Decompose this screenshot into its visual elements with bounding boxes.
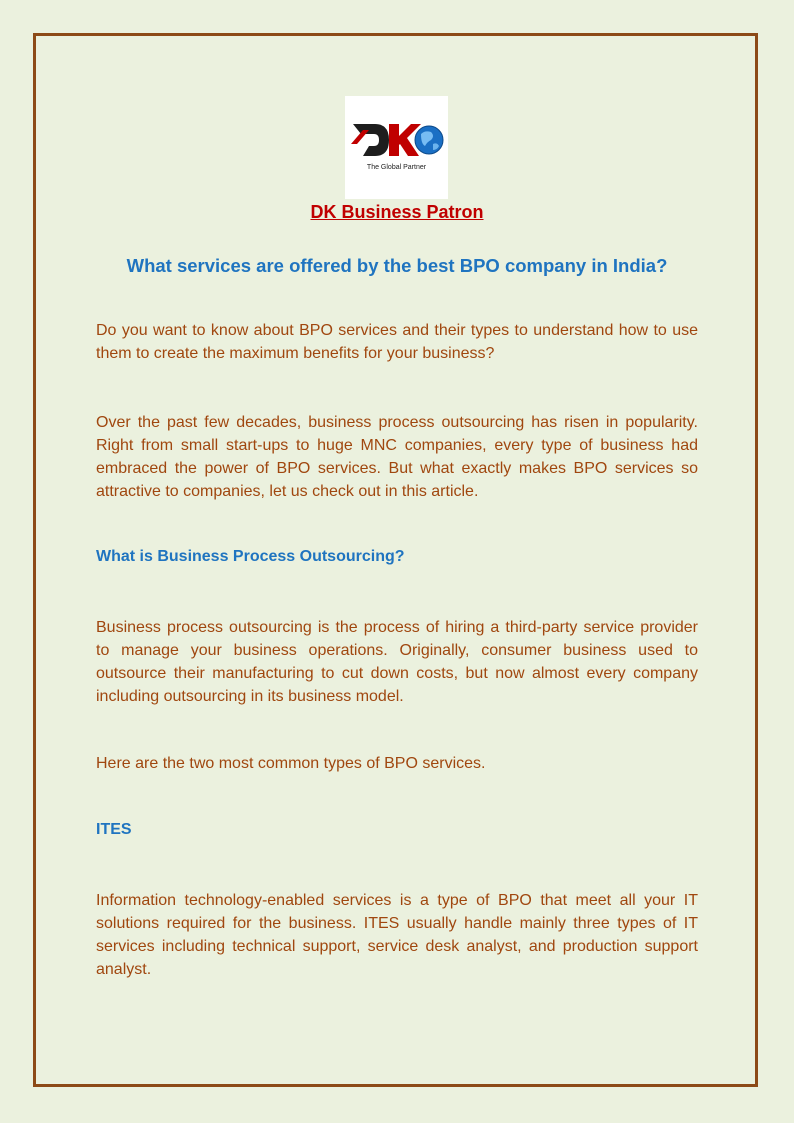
history-paragraph: Over the past few decades, business process outsourcing has risen in popularity. Right from small start-ups to huge MNC companies, every type of business had embraced the power of BPO services. But what exactly makes BPO services so attractive to companies, let us check out in this article. <box>96 414 698 500</box>
intro-paragraph: Do you want to know about BPO services and their types to understand how to use them to create the maximum benefits for your business? <box>96 322 698 362</box>
brand-link[interactable]: DK Business Patron <box>310 202 484 222</box>
ites-paragraph: Information technology-enabled services is a type of BPO that meet all your IT solutions required for the business. ITES usually handle mainly three types of IT services including technical support, service desk analyst, and production support analyst. <box>96 892 698 978</box>
logo-tagline: The Global Partner <box>366 164 427 171</box>
company-logo <box>345 96 448 199</box>
section-heading-bpo: What is Business Process Outsourcing? <box>96 548 405 565</box>
dk-globe-logo-icon <box>345 96 448 199</box>
definition-paragraph: Business process outsourcing is the process of hiring a third-party service provider to manage your business operations. Originally, consumer business used to outsource their manufacturing to cut down costs, but now almost every company including outsourcing in its business model. <box>96 619 698 705</box>
page-title: What services are offered by the best BPO company in India? <box>126 255 668 276</box>
types-intro-paragraph: Here are the two most common types of BPO services. <box>96 755 486 772</box>
section-heading-ites: ITES <box>96 821 132 838</box>
